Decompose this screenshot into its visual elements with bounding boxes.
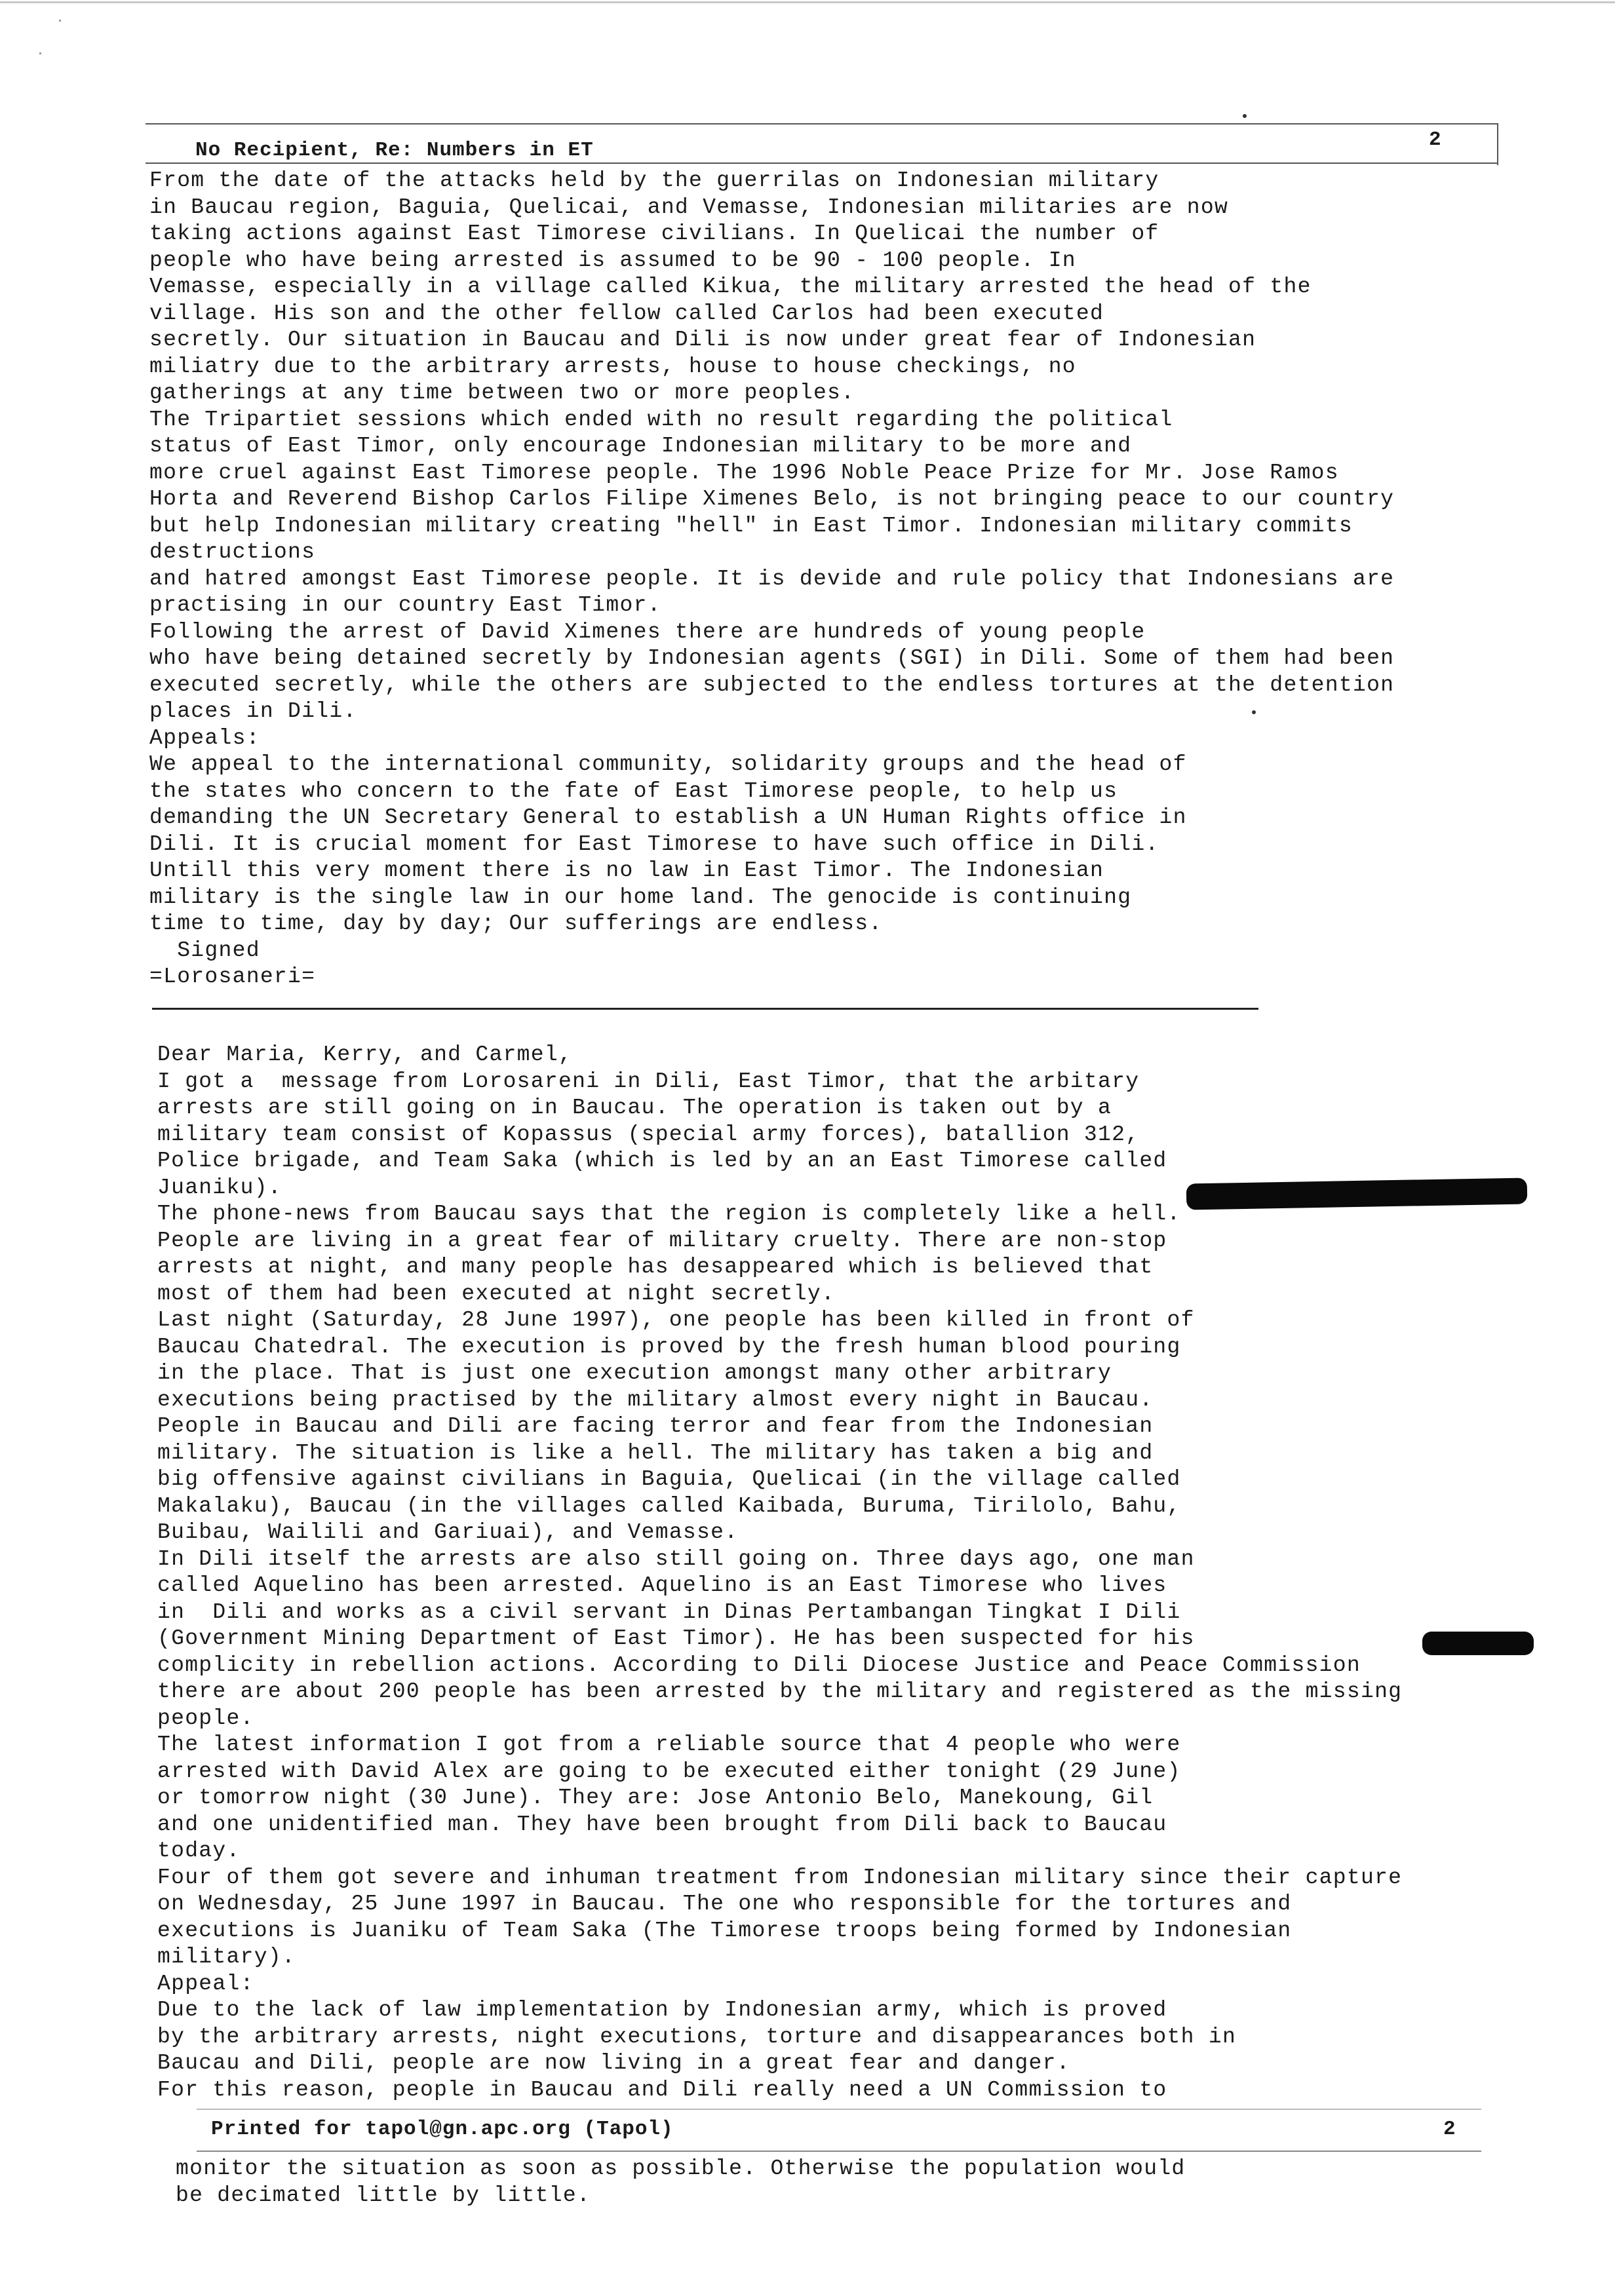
redaction-mark bbox=[1186, 1177, 1528, 1210]
text-line: Following the arrest of David Ximenes there are hundreds of young people bbox=[149, 619, 1146, 644]
text-line: Baucau Chatedral. The execution is proved by the fresh human blood pouring bbox=[157, 1334, 1181, 1359]
text-line: people. bbox=[157, 1706, 254, 1731]
text-line: arrests at night, and many people has desappeared which is believed that bbox=[157, 1255, 1154, 1279]
text-line: executed secretly, while the others are subjected to the endless tortures at the detention bbox=[149, 672, 1395, 697]
footer-underline bbox=[197, 2151, 1481, 2152]
text-line: destructions bbox=[149, 540, 316, 564]
text-line: military team consist of Kopassus (special army forces), batallion 312, bbox=[157, 1122, 1140, 1147]
text-line: time to time, day by day; Our sufferings are endless. bbox=[149, 911, 883, 936]
text-line: Makalaku), Baucau (in the villages called Kaibada, Buruma, Tirilolo, Bahu, bbox=[157, 1493, 1181, 1518]
header-underline bbox=[146, 163, 1497, 164]
text-line: most of them had been executed at night secretly. bbox=[157, 1281, 836, 1306]
footer-top-line bbox=[197, 2109, 1481, 2110]
text-line: and hatred amongst East Timorese people. It is devide and rule policy that Indonesians are bbox=[149, 566, 1395, 591]
text-line: Vemasse, especially in a village called Kikua, the military arrested the head of the bbox=[149, 275, 1312, 299]
text-line: by the arbitrary arrests, night executions, torture and disappearances both in bbox=[157, 2024, 1237, 2049]
text-line: Dear Maria, Kerry, and Carmel, bbox=[157, 1043, 573, 1067]
text-line: who have being detained secretly by Indonesian agents (SGI) in Dili. Some of them had been bbox=[149, 646, 1395, 670]
text-line: monitor the situation as soon as possible. Otherwise the population would bbox=[176, 2156, 1186, 2181]
text-line: Four of them got severe and inhuman treatment from Indonesian military since their capture bbox=[157, 1865, 1403, 1890]
text-line: The phone-news from Baucau says that the region is completely like a hell. bbox=[157, 1202, 1181, 1226]
text-line: Horta and Reverend Bishop Carlos Filipe Ximenes Belo, is not bringing peace to our country bbox=[149, 487, 1395, 511]
text-line: The latest information I got from a reliable source that 4 people who were bbox=[157, 1732, 1181, 1757]
text-line: People are living in a great fear of military cruelty. There are non-stop bbox=[157, 1228, 1167, 1253]
text-line: Last night (Saturday, 28 June 1997), one people has been killed in front of bbox=[157, 1308, 1195, 1332]
text-line: the states who concern to the fate of East Timorese people, to help us bbox=[149, 778, 1118, 803]
text-line: Due to the lack of law implementation by Indonesian army, which is proved bbox=[157, 1998, 1167, 2022]
text-line: in Dili and works as a civil servant in Dinas Pertambangan Tingkat I Dili bbox=[157, 1599, 1181, 1624]
text-line: (Government Mining Department of East Timor). He has been suspected for his bbox=[157, 1626, 1195, 1651]
text-line: arrests are still going on in Baucau. The operation is taken out by a bbox=[157, 1096, 1112, 1120]
text-line: From the date of the attacks held by the guerrilas on Indonesian military bbox=[149, 168, 1159, 193]
scan-speck bbox=[1252, 710, 1256, 714]
text-line: practising in our country East Timor. bbox=[149, 593, 661, 617]
section-separator bbox=[152, 1008, 1258, 1010]
text-line: Police brigade, and Team Saka (which is led by an an East Timorese called bbox=[157, 1149, 1167, 1173]
text-line: Dili. It is crucial moment for East Timorese to have such office in Dili. bbox=[149, 832, 1159, 856]
text-line: places in Dili. bbox=[149, 699, 357, 723]
redaction-mark bbox=[1422, 1632, 1534, 1655]
text-line: today. bbox=[157, 1839, 241, 1863]
text-line: in Baucau region, Baguia, Quelicai, and Vemasse, Indonesian militaries are now bbox=[149, 195, 1229, 220]
text-line: Appeal: bbox=[157, 1971, 254, 1996]
text-line: Juaniku). bbox=[157, 1175, 282, 1200]
text-line: executions is Juaniku of Team Saka (The Timorese troops being formed by Indonesian bbox=[157, 1918, 1292, 1943]
text-line: military. The situation is like a hell. The military has taken a big and bbox=[157, 1440, 1154, 1465]
text-line: on Wednesday, 25 June 1997 in Baucau. The one who responsible for the tortures and bbox=[157, 1892, 1292, 1916]
text-line: In Dili itself the arrests are also still going on. Three days ago, one man bbox=[157, 1546, 1195, 1571]
text-line: The Tripartiet sessions which ended with no result regarding the political bbox=[149, 407, 1173, 432]
text-line: but help Indonesian military creating "hell" in East Timor. Indonesian military commits bbox=[149, 513, 1353, 538]
text-line: demanding the UN Secretary General to establish a UN Human Rights office in bbox=[149, 805, 1187, 830]
scan-speck bbox=[59, 20, 61, 22]
text-line: Baucau and Dili, people are now living in a great fear and danger. bbox=[157, 2051, 1070, 2075]
scan-speck bbox=[1243, 114, 1247, 118]
text-line: status of East Timor, only encourage Indonesian military to be more and bbox=[149, 434, 1132, 458]
text-line: People in Baucau and Dili are facing terror and fear from the Indonesian bbox=[157, 1414, 1154, 1438]
header-title: No Recipient, Re: Numbers in ET bbox=[195, 139, 594, 162]
footer-printed-for: Printed for tapol@gn.apc.org (Tapol) bbox=[211, 2118, 674, 2141]
text-line: We appeal to the international community, solidarity groups and the head of bbox=[149, 752, 1187, 776]
text-line: executions being practised by the military almost every night in Baucau. bbox=[157, 1387, 1154, 1412]
text-line: For this reason, people in Baucau and Dili really need a UN Commission to bbox=[157, 2077, 1167, 2102]
text-line: Untill this very moment there is no law in East Timor. The Indonesian bbox=[149, 858, 1104, 883]
text-line: arrested with David Alex are going to be executed either tonight (29 June) bbox=[157, 1759, 1181, 1784]
text-line: or tomorrow night (30 June). They are: Jose Antonio Belo, Manekoung, Gil bbox=[157, 1786, 1154, 1810]
scan-speck bbox=[39, 52, 41, 54]
text-line: called Aquelino has been arrested. Aquelino is an East Timorese who lives bbox=[157, 1573, 1167, 1598]
text-line: big offensive against civilians in Baguia, Quelicai (in the village called bbox=[157, 1467, 1181, 1491]
text-line: miliatry due to the arbitrary arrests, house to house checkings, no bbox=[149, 354, 1076, 379]
text-line: and one unidentified man. They have been brought from Dili back to Baucau bbox=[157, 1812, 1167, 1837]
text-line: military is the single law in our home land. The genocide is continuing bbox=[149, 885, 1132, 909]
text-line: taking actions against East Timorese civilians. In Quelicai the number of bbox=[149, 221, 1159, 246]
text-line: gatherings at any time between two or more peoples. bbox=[149, 381, 855, 405]
text-line: in the place. That is just one execution amongst many other arbitrary bbox=[157, 1361, 1112, 1385]
text-line: =Lorosaneri= bbox=[149, 965, 316, 989]
text-line: more cruel against East Timorese people. The 1996 Noble Peace Prize for Mr. Jose Ramos bbox=[149, 460, 1339, 485]
text-line: Buibau, Wailili and Gariuai), and Vemasse. bbox=[157, 1520, 739, 1544]
header-page-number: 2 bbox=[1429, 128, 1442, 151]
text-line: village. His son and the other fellow called Carlos had been executed bbox=[149, 301, 1104, 326]
footer-page-number: 2 bbox=[1443, 2118, 1456, 2141]
text-line: be decimated little by little. bbox=[176, 2183, 591, 2208]
text-line: Appeals: bbox=[149, 725, 260, 750]
text-line: there are about 200 people has been arrested by the military and registered as the missing bbox=[157, 1679, 1403, 1704]
text-line: secretly. Our situation in Baucau and Dili is now under great fear of Indonesian bbox=[149, 328, 1256, 352]
text-line: people who have being arrested is assumed to be 90 - 100 people. In bbox=[149, 248, 1076, 273]
text-line: military). bbox=[157, 1945, 296, 1969]
message-body bbox=[149, 168, 1394, 991]
page-top-edge bbox=[0, 1, 1615, 3]
text-line: I got a message from Lorosareni in Dili, East Timor, that the arbitary bbox=[157, 1069, 1140, 1094]
text-line: Signed bbox=[149, 938, 260, 963]
text-line: complicity in rebellion actions. According to Dili Diocese Justice and Peace Commission bbox=[157, 1653, 1361, 1677]
continuation-text bbox=[176, 2156, 1186, 2209]
